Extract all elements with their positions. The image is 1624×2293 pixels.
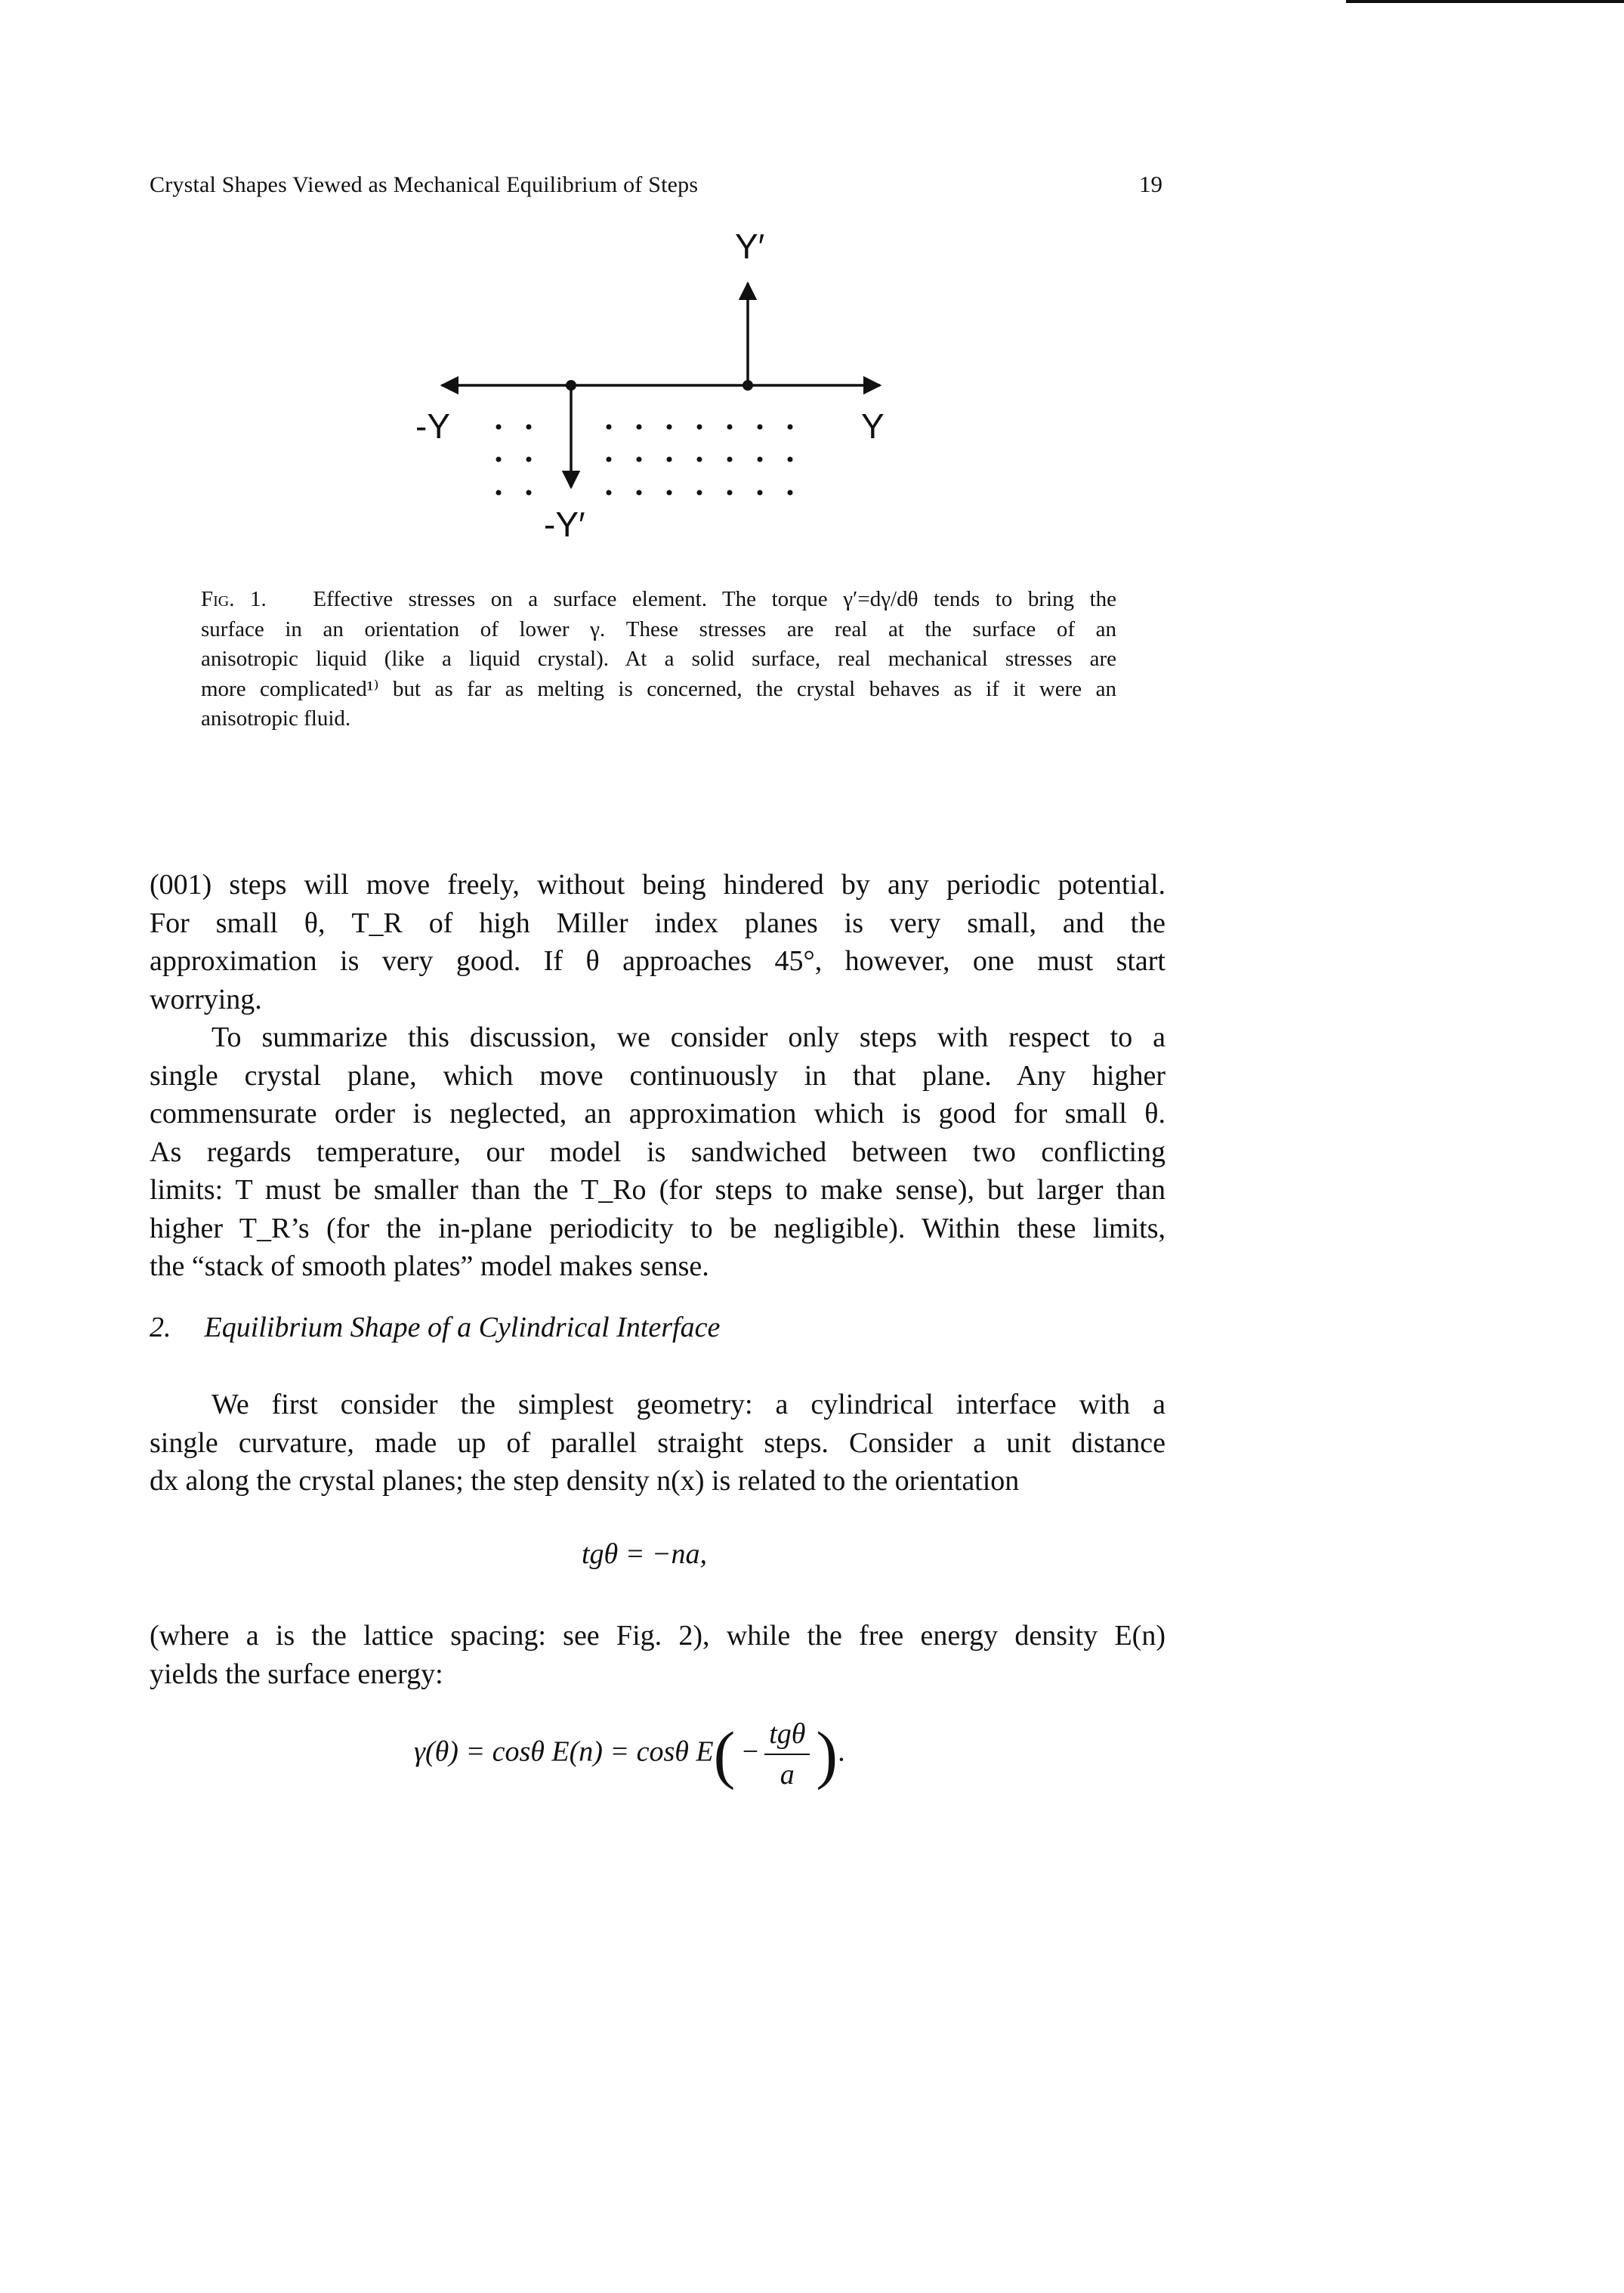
figure-1-diagram	[393, 227, 922, 559]
text-line: As regards temperature, our model is sandwiched between two conflicting	[150, 1136, 1166, 1168]
paragraph-1	[150, 866, 1166, 1018]
caption-text-1: Effective stresses on a surface element. The torque γ′=dγ/dθ tends to bring the	[313, 587, 1117, 611]
caption-line: anisotropic liquid (like a liquid crystal). At a solid surface, real mechanical stresses are	[201, 647, 1116, 671]
equation-2-lhs: γ(θ) = cosθ E(n) = cosθ E	[414, 1735, 714, 1768]
caption-line: more complicated¹⁾ but as far as melting is concerned, the crystal behaves as if it were an	[201, 676, 1116, 701]
text-line: We first consider the simplest geometry: a cylindrical interface with a	[211, 1389, 1166, 1420]
fraction-denominator: a	[780, 1759, 795, 1791]
paragraph-2	[150, 1018, 1166, 1286]
left-junction-dot	[566, 380, 576, 391]
text-line: single crystal plane, which move continuously in that plane. Any higher	[150, 1059, 1166, 1092]
label-minus-y-prime: -Y′	[544, 505, 585, 544]
text-line: (where a is the lattice spacing: see Fig. 2), while the free energy density E(n)	[150, 1620, 1166, 1652]
text-line: To summarize this discussion, we consider only steps with respect to a	[211, 1021, 1166, 1053]
minus-sign: −	[742, 1735, 759, 1768]
text-line: (001) steps will move freely, without being hindered by any periodic potential.	[150, 869, 1166, 901]
running-head: Crystal Shapes Viewed as Mechanical Equilibrium of Steps	[150, 172, 699, 197]
equation-1: tgθ = −na,	[582, 1538, 708, 1570]
text-line: commensurate order is neglected, an approximation which is good for small θ.	[150, 1098, 1166, 1130]
label-y: Y	[861, 406, 885, 446]
text-line: yields the surface energy:	[150, 1658, 443, 1690]
caption-line: surface in an orientation of lower γ. These stresses are real at the surface of an	[201, 617, 1116, 641]
top-rule	[1346, 0, 1624, 3]
period: .	[838, 1735, 845, 1768]
text-line: dx along the crystal planes; the step density n(x) is related to the orientation	[150, 1465, 1020, 1497]
paragraph-4	[150, 1617, 1166, 1693]
fraction-numerator: tgθ	[764, 1717, 810, 1755]
figure-1-caption	[201, 585, 1116, 734]
left-paren: (	[713, 1718, 736, 1791]
text-line: limits: T must be smaller than the T_Ro (for steps to make sense), but larger than	[150, 1174, 1166, 1206]
text-line: higher T_R’s (for the in-plane periodicity to be negligible). Within these limits,	[150, 1212, 1166, 1244]
right-junction-dot	[743, 380, 753, 391]
text-line: worrying.	[150, 983, 262, 1015]
lattice-dots	[496, 425, 793, 496]
label-minus-y: -Y	[415, 406, 450, 446]
equation-2	[414, 1717, 845, 1792]
label-y-prime-top: Y′	[735, 227, 765, 266]
figure-1	[393, 227, 922, 559]
section-number: 2.	[150, 1312, 171, 1343]
text-line: For small θ, T_R of high Miller index planes is very small, and the	[150, 907, 1166, 939]
section-heading	[150, 1311, 720, 1344]
caption-line: anisotropic fluid.	[201, 706, 351, 731]
text-line: the “stack of smooth plates” model makes sense.	[150, 1250, 709, 1282]
paragraph-3	[150, 1386, 1166, 1500]
caption-line	[201, 585, 1116, 615]
text-line: single curvature, made up of parallel straight steps. Consider a unit distance	[150, 1426, 1166, 1459]
fraction	[764, 1717, 810, 1791]
section-title: Equilibrium Shape of a Cylindrical Interface	[204, 1312, 721, 1343]
right-paren: )	[816, 1718, 838, 1791]
caption-lead: Fig. 1.	[201, 587, 267, 611]
page-number: 19	[1139, 171, 1162, 197]
text-line: approximation is very good. If θ approaches 45°, however, one must start	[150, 945, 1166, 977]
